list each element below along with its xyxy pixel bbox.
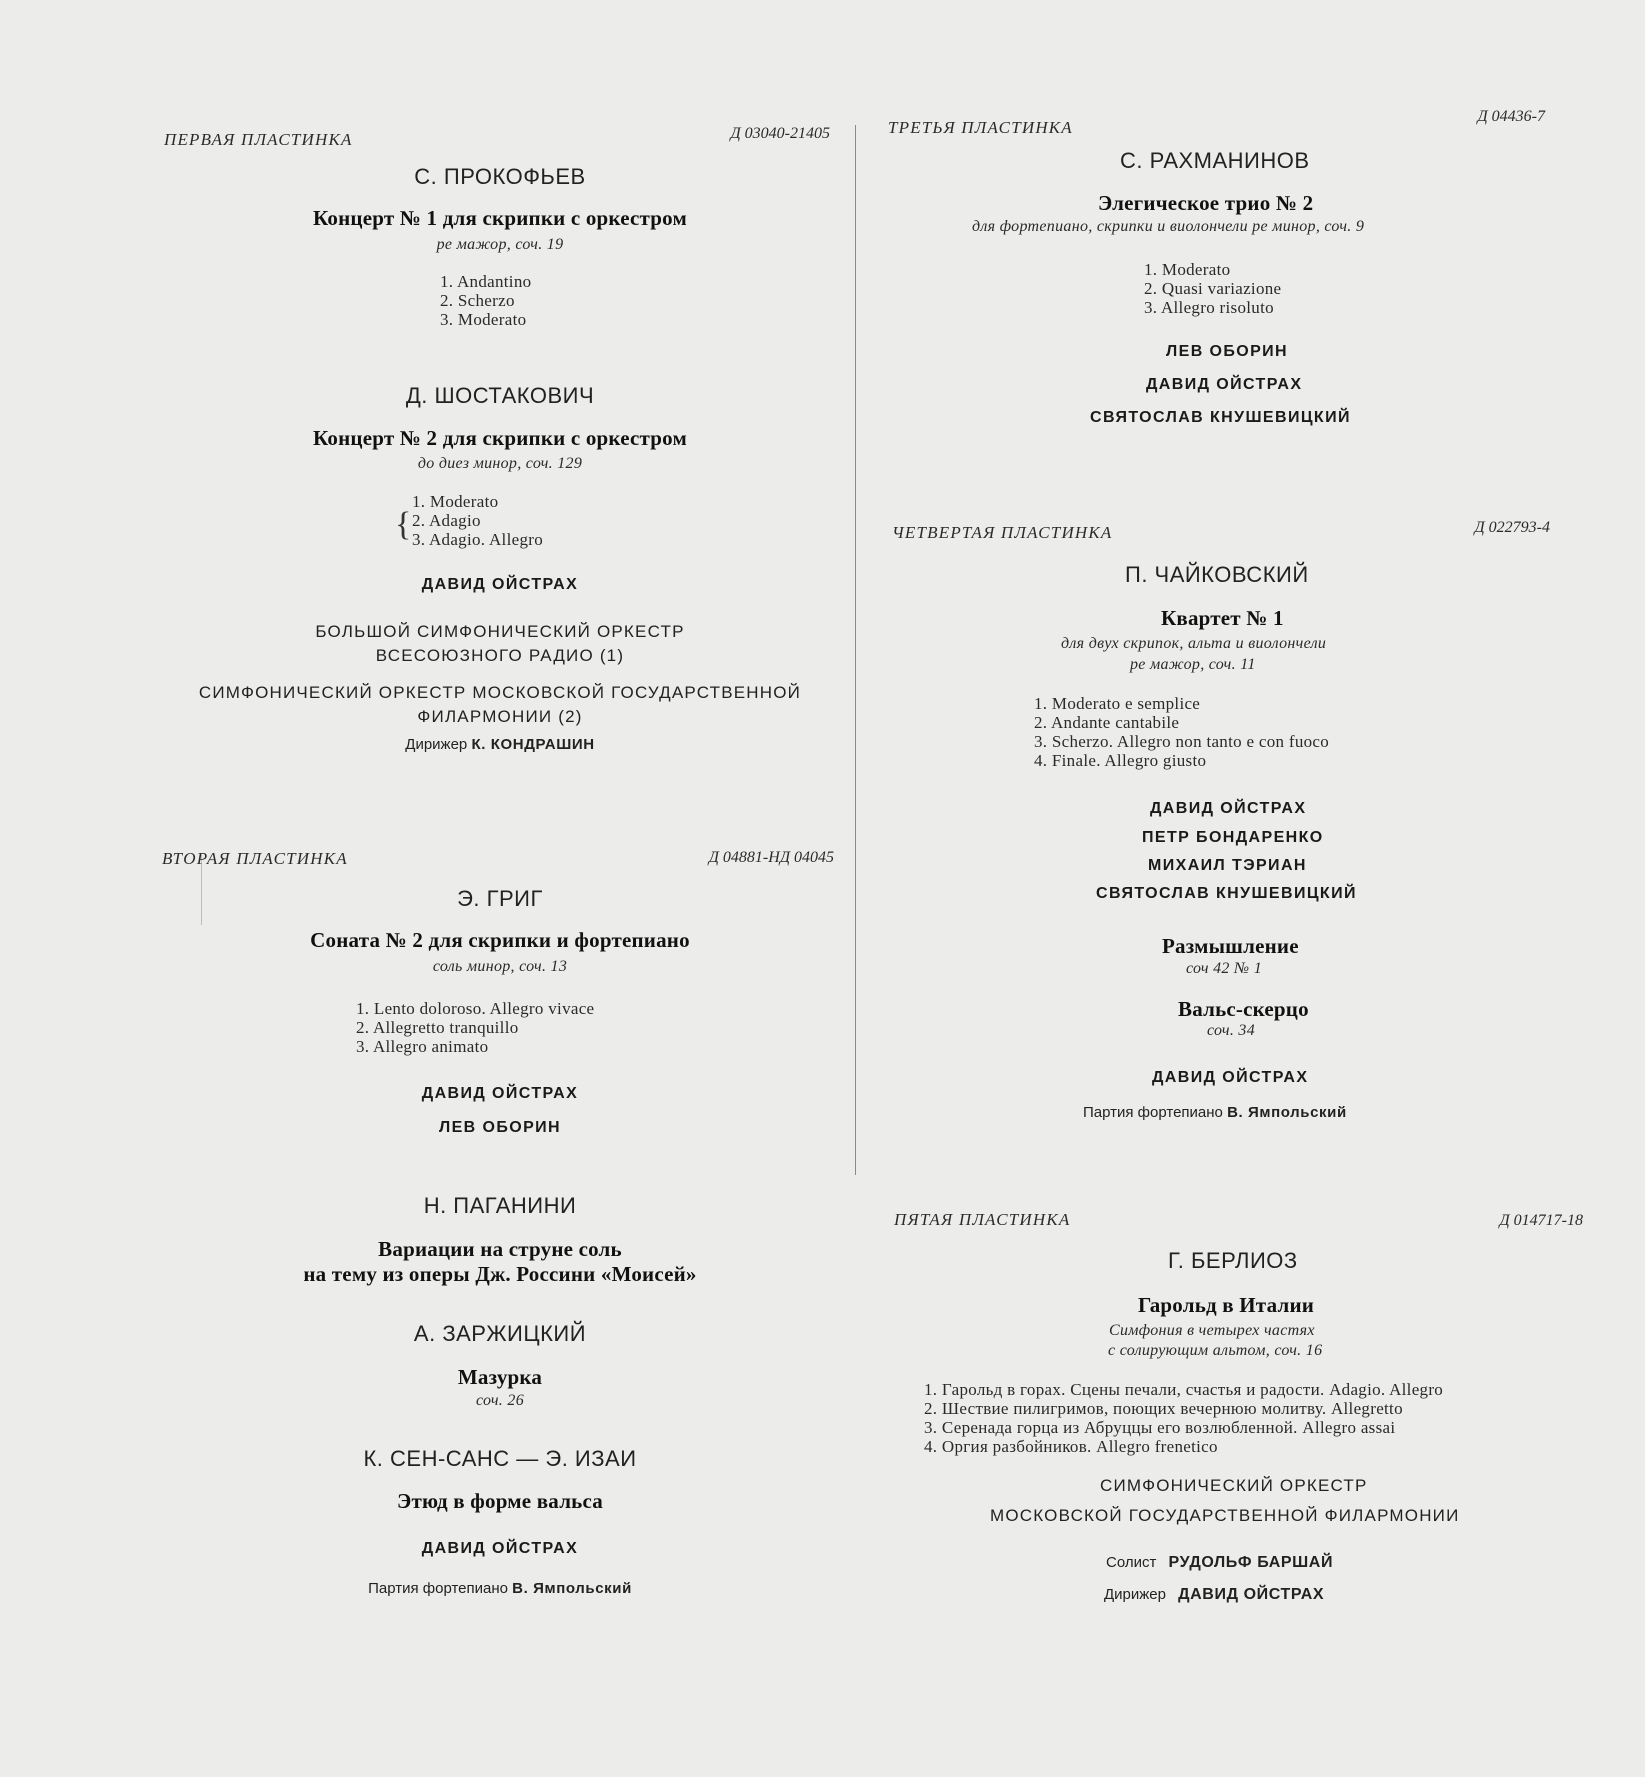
movement: 1. Moderato (412, 492, 499, 511)
disc1-composer1: С. ПРОКОФЬЕВ (414, 164, 586, 189)
movement: 1. Moderato e semplice (1034, 694, 1201, 713)
movement: 3. Allegro risoluto (1144, 298, 1274, 317)
column-divider (855, 125, 856, 1175)
disc4-perf1: ДАВИД ОЙСТРАХ (1150, 800, 1307, 817)
conductor-prefix: Дирижер (405, 736, 468, 753)
disc4-movements (1034, 694, 1329, 770)
movement: 3. Серенада горца из Абруццы его возлюбленной. Allegro assai (924, 1418, 1396, 1437)
disc1-label: ПЕРВАЯ ПЛАСТИНКА (164, 130, 353, 149)
disc3-label: ТРЕТЬЯ ПЛАСТИНКА (888, 118, 1073, 137)
disc5-catalog: Д 014717-18 (1499, 1212, 1583, 1229)
disc4-piano (1083, 1104, 1347, 1121)
disc4-work2-sub: соч 42 № 1 (1186, 960, 1263, 977)
disc1-catalog: Д 03040-21405 (730, 125, 830, 142)
disc3-work-title: Элегическое трио № 2 (1098, 191, 1314, 215)
movement: 4. Finale. Allegro giusto (1034, 751, 1207, 770)
disc2-label: ВТОРАЯ ПЛАСТИНКА (162, 849, 348, 868)
disc4-perf3: МИХАИЛ ТЭРИАН (1148, 857, 1307, 874)
disc2-composer2: Н. ПАГАНИНИ (423, 1193, 577, 1218)
soloist-prefix: Солист (1106, 1554, 1157, 1571)
disc3-movements (1144, 260, 1281, 317)
disc2-work1-movements (356, 999, 594, 1056)
piano-name: В. Ямпольский (1227, 1104, 1347, 1121)
disc2-perf3: ДАВИД ОЙСТРАХ (421, 1540, 579, 1557)
disc2-work4-title: Этюд в форме вальса (397, 1489, 603, 1513)
disc5-work-title: Гарольд в Италии (1138, 1293, 1315, 1317)
conductor-name: ДАВИД ОЙСТРАХ (1178, 1586, 1325, 1603)
disc5-label: ПЯТАЯ ПЛАСТИНКА (894, 1210, 1071, 1229)
movement: 4. Оргия разбойников. Allegro frenetico (924, 1437, 1218, 1456)
disc3-perf1: ЛЕВ ОБОРИН (1166, 343, 1289, 360)
disc2-work2-line1: Вариации на струне соль (378, 1237, 622, 1261)
disc3-catalog: Д 04436-7 (1477, 108, 1545, 125)
disc2-work3-sub: соч. 26 (475, 1392, 525, 1409)
disc4-catalog: Д 022793-4 (1474, 519, 1550, 536)
disc2-catalog: Д 04881-НД 04045 (708, 849, 834, 866)
disc2-composer1: Э. ГРИГ (457, 886, 543, 911)
disc5-soloist (1106, 1554, 1333, 1572)
conductor-prefix: Дирижер (1104, 1586, 1166, 1603)
disc5-composer: Г. БЕРЛИОЗ (1168, 1248, 1298, 1273)
disc1-work1-movements (440, 272, 531, 329)
disc5-work-sub1: Симфония в четырех частях (1109, 1322, 1315, 1339)
movement: 2. Allegretto tranquillo (356, 1018, 519, 1037)
disc2-work2-line2: на тему из оперы Дж. Россини «Моисей» (303, 1262, 697, 1286)
movement: 3. Scherzo. Allegro non tanto e con fuoco (1034, 732, 1330, 751)
movement: 2. Andante cantabile (1034, 713, 1180, 732)
disc1-work2-sub: до диез минор, соч. 129 (417, 455, 583, 472)
disc1-orch1-line2: ВСЕСОЮЗНОГО РАДИО (1) (375, 646, 625, 665)
disc1-conductor (150, 736, 850, 753)
disc3-composer: С. РАХМАНИНОВ (1120, 148, 1310, 173)
disc1-orch2-line1: СИМФОНИЧЕСКИЙ ОРКЕСТР МОСКОВСКОЙ ГОСУДАРСТВЕННОЙ (198, 683, 802, 702)
disc1-work2-title: Концерт № 2 для скрипки с оркестром (313, 426, 687, 450)
disc4-label: ЧЕТВЕРТАЯ ПЛАСТИНКА (892, 523, 1113, 542)
disc1-work1-title: Концерт № 1 для скрипки с оркестром (313, 206, 687, 230)
piano-prefix: Партия фортепиано (1083, 1104, 1223, 1121)
movement: 2. Scherzo (440, 291, 515, 310)
disc2-piano (150, 1580, 850, 1597)
disc4-work1-sub2: ре мажор, соч. 11 (1130, 656, 1256, 673)
disc4-work1-sub1: для двух скрипок, альта и виолончели (1061, 635, 1327, 652)
movement: 1. Lento doloroso. Allegro vivace (356, 999, 595, 1018)
disc3-work-sub: для фортепиано, скрипки и виолончели ре минор, соч. 9 (972, 218, 1365, 235)
movement: 1. Andantino (440, 272, 532, 291)
piano-prefix: Партия фортепиано (368, 1580, 508, 1597)
disc4-perf2: ПЕТР БОНДАРЕНКО (1142, 829, 1324, 846)
disc2-perf2: ЛЕВ ОБОРИН (438, 1119, 561, 1136)
piano-name: В. Ямпольский (512, 1580, 632, 1597)
disc1-composer2: Д. ШОСТАКОВИЧ (405, 383, 595, 408)
disc5-conductor (1104, 1586, 1324, 1604)
disc5-movements (924, 1380, 1443, 1456)
movement: 2. Шествие пилигримов, поющих вечернюю молитву. Allegretto (924, 1399, 1403, 1418)
disc5-work-sub2: с солирующим альтом, соч. 16 (1108, 1342, 1323, 1359)
disc1-soloist: ДАВИД ОЙСТРАХ (421, 576, 579, 593)
brace-mark: { (395, 506, 412, 543)
movement: 3. Allegro animato (356, 1037, 489, 1056)
movement: 3. Moderato (440, 310, 527, 329)
disc2-work1-title: Соната № 2 для скрипки и фортепиано (310, 928, 690, 952)
disc2-composer4: К. СЕН-САНС — Э. ИЗАИ (363, 1446, 637, 1471)
disc4-work3-title: Вальс-скерцо (1178, 997, 1309, 1021)
disc3-perf2: ДАВИД ОЙСТРАХ (1146, 376, 1303, 393)
conductor-name: К. КОНДРАШИН (471, 736, 595, 753)
movement: 1. Гарольд в горах. Сцены печали, счастья и радости. Adagio. Allegro (924, 1380, 1444, 1399)
disc2-composer3: А. ЗАРЖИЦКИЙ (413, 1321, 587, 1346)
disc2-perf1: ДАВИД ОЙСТРАХ (421, 1085, 579, 1102)
disc1-work2-movements (412, 492, 543, 549)
disc2-work1-sub: соль минор, соч. 13 (432, 958, 568, 975)
soloist-name: РУДОЛЬФ БАРШАЙ (1168, 1554, 1334, 1571)
disc1-orch2-line2: ФИЛАРМОНИИ (2) (417, 707, 583, 726)
movement: 3. Adagio. Allegro (412, 530, 543, 549)
disc1-orch1-line1: БОЛЬШОЙ СИМФОНИЧЕСКИЙ ОРКЕСТР (315, 622, 685, 641)
disc4-work3-sub: соч. 34 (1207, 1022, 1256, 1039)
disc4-perf4: СВЯТОСЛАВ КНУШЕВИЦКИЙ (1096, 885, 1357, 902)
movement: 2. Quasi variazione (1144, 279, 1282, 298)
disc2-work3-title: Мазурка (457, 1365, 543, 1389)
disc4-perf5: ДАВИД ОЙСТРАХ (1152, 1069, 1309, 1086)
movement: 2. Adagio (412, 511, 481, 530)
disc5-orch-line2: МОСКОВСКОЙ ГОСУДАРСТВЕННОЙ ФИЛАРМОНИИ (990, 1506, 1460, 1525)
movement: 1. Moderato (1144, 260, 1231, 279)
disc1-work1-sub: ре мажор, соч. 19 (436, 236, 564, 253)
disc3-perf3: СВЯТОСЛАВ КНУШЕВИЦКИЙ (1090, 409, 1351, 426)
disc4-work1-title: Квартет № 1 (1161, 606, 1284, 630)
disc4-composer: П. ЧАЙКОВСКИЙ (1125, 562, 1309, 587)
disc4-work2-title: Размышление (1162, 934, 1299, 958)
disc5-orch-line1: СИМФОНИЧЕСКИЙ ОРКЕСТР (1100, 1476, 1368, 1495)
